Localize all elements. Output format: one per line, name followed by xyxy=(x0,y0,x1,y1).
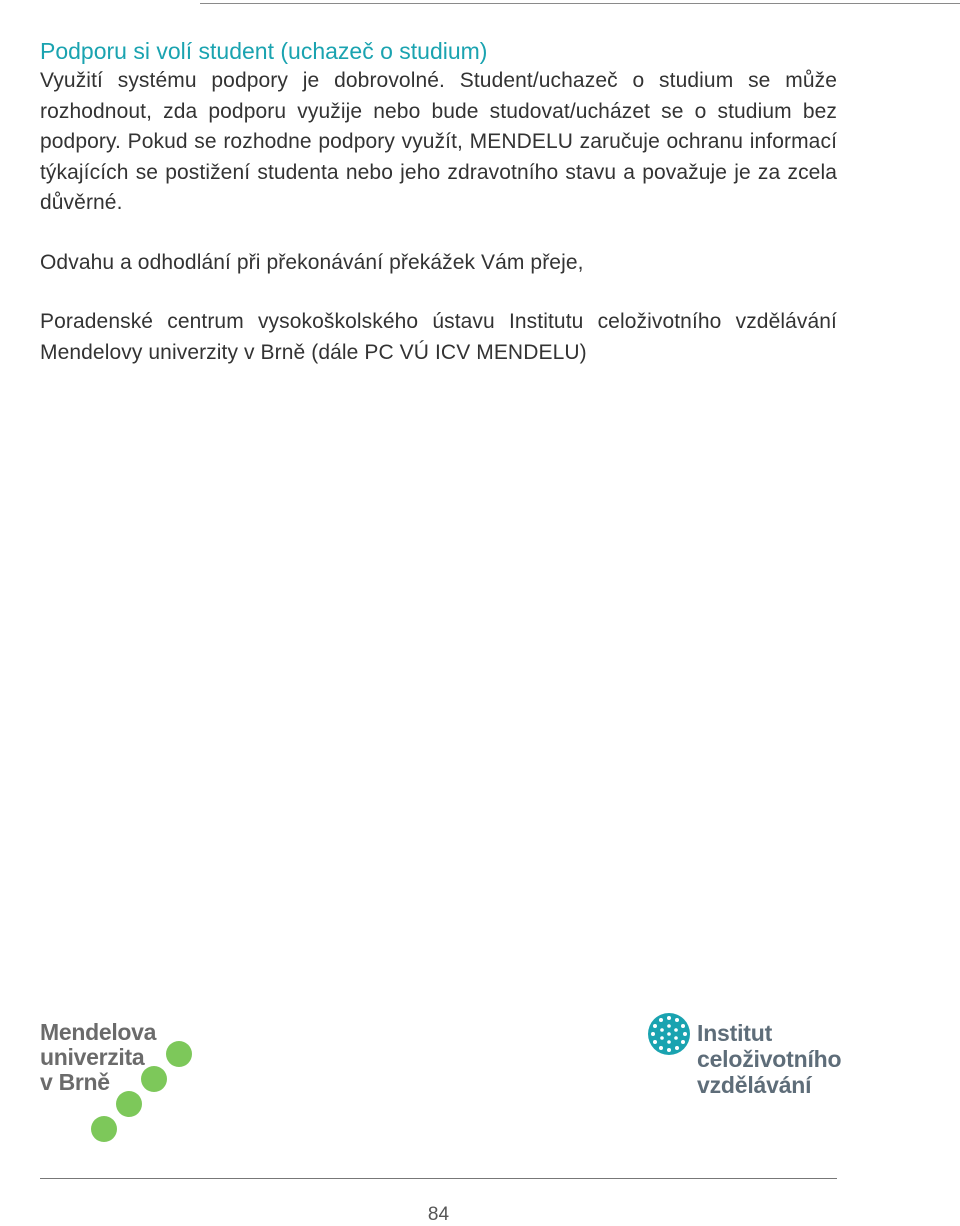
mendelu-logo-line-1: Mendelova xyxy=(40,1019,157,1045)
icv-logo-icon xyxy=(647,1012,691,1056)
paragraph-signature: Poradenské centrum vysokoškolského ústavu Institutu celoživotního vzdělávání Mendelovy univerzity v Brně (dále PC VÚ ICV MENDELU) xyxy=(40,310,837,364)
footer-logos xyxy=(0,1000,960,1160)
top-rule xyxy=(200,3,960,4)
mendelu-logo-line-3: v Brně xyxy=(40,1069,110,1095)
mendelu-logo-text xyxy=(40,1020,156,1095)
page-number: 84 xyxy=(427,1204,450,1225)
paragraph-wishes: Odvahu a odhodlání při překonávání překážek Vám přeje, xyxy=(40,250,584,274)
mendelu-logo-dot xyxy=(91,1116,117,1142)
mendelu-logo-dot xyxy=(166,1041,192,1067)
icv-logo-line-2: celoživotního xyxy=(697,1046,842,1072)
footer-rule xyxy=(40,1178,837,1179)
icv-logo-line-3: vzdělávání xyxy=(697,1072,812,1098)
document-body xyxy=(40,36,837,368)
mendelu-logo-dot xyxy=(141,1066,167,1092)
mendelu-logo-line-2: univerzita xyxy=(40,1044,145,1070)
icv-logo-line-1: Institut xyxy=(697,1020,773,1046)
paragraph-support-info: Využití systému podpory je dobrovolné. Student/uchazeč o studium se může rozhodnout, zda podporu využije nebo bude studovat/ucházet se o studium bez podpory. Pokud se rozhodne podpory využít, MENDELU zaručuje ochranu informací týkajících se postižení studenta nebo jeho zdravotního stavu a považuje je za zcela důvěrné. xyxy=(40,69,837,214)
mendelu-logo-dot xyxy=(116,1091,142,1117)
icv-logo-text xyxy=(697,1020,841,1098)
section-heading: Podporu si volí student (uchazeč o studium) xyxy=(40,38,488,64)
